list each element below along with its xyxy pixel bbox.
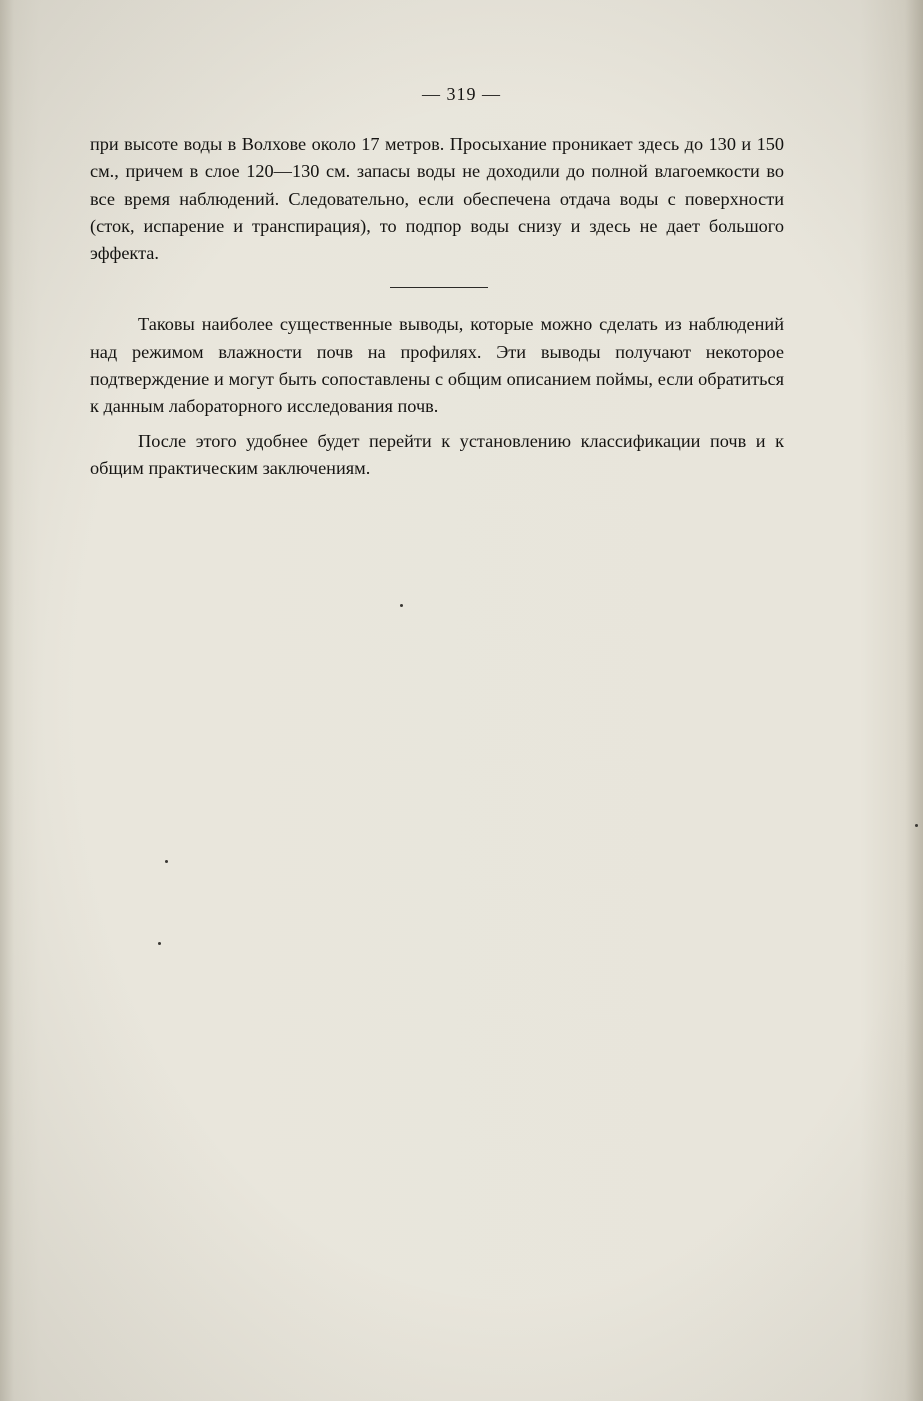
paragraph-next-steps: После этого удобнее будет перейти к установлению классификации почв и к общим практическим заключениям.: [90, 430, 784, 478]
page-number: — 319 —: [422, 84, 501, 104]
paragraph-gap: [90, 421, 784, 428]
paper-speck: [915, 824, 918, 827]
paper-speck: [400, 604, 403, 607]
paragraph-continuation: при высоте воды в Волхове около 17 метров. Просыхание проникает здесь до 130 и 150 см., причем в слое 120—130 см. запасы воды не доходили до полной влагоемкости во все время наблюдений. Следовательно, если обеспечена отдача воды с поверхности (сток, испарение и транспирация), то подпор воды снизу и здесь не дает большого эффекта.: [90, 134, 784, 264]
body-text: [90, 131, 784, 482]
paragraph-conclusions: Таковы наиболее существенные выводы, которые можно сделать из наблюдений над режимом влажности почв на профилях. Эти выводы получают некоторое подтверждение и могут быть сопоставлены с общим описанием поймы, если обратиться к данным лабораторного исследования почв.: [90, 314, 784, 417]
paper-speck: [158, 942, 161, 945]
paper-speck: [165, 860, 168, 863]
section-separator: [390, 287, 488, 288]
